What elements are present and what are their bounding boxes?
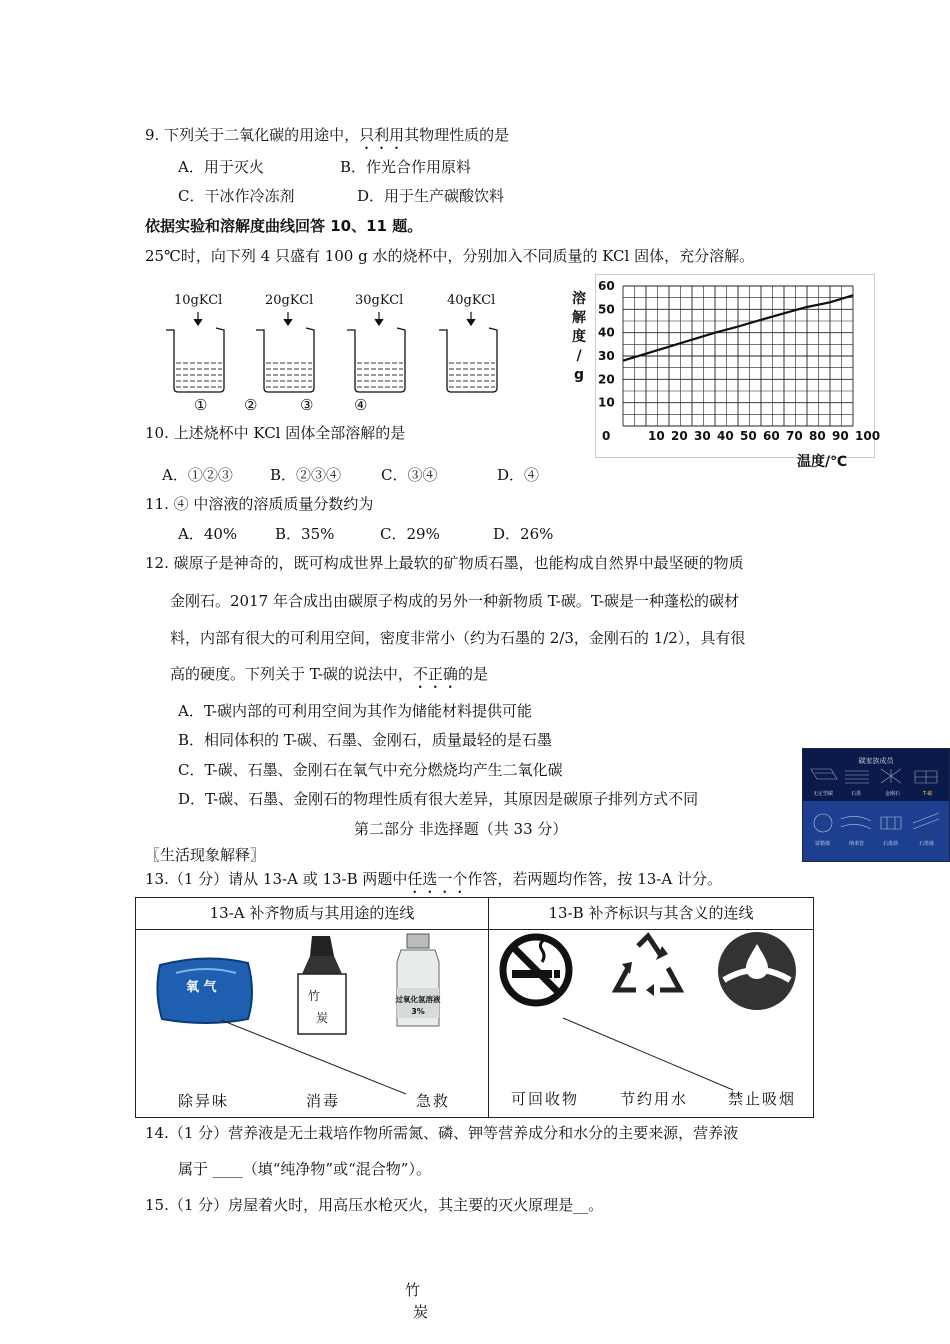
experiment-text: 25℃时，向下列 4 只盛有 100 g 水的烧杯中，分别加入不同质量的 KCl 固体，充分溶解。 xyxy=(145,247,755,265)
q14-line-2: 属于 ____（填“纯净物”或“混合物”）。 xyxy=(178,1160,431,1178)
beakers-drawing xyxy=(160,288,520,418)
beaker-2-num: ② xyxy=(244,396,258,414)
carbon-label-5: 富勒烯 xyxy=(815,841,831,847)
carbon-label-4: T-碳 xyxy=(923,791,933,797)
q12-option-b: B．相同体积的 T-碳、石墨、金刚石，质量最轻的是石墨 xyxy=(178,731,552,749)
x-tick-label: 50 xyxy=(740,429,757,443)
peroxide-percent: 3% xyxy=(411,1007,425,1016)
beaker-4-num: ④ xyxy=(354,396,368,414)
x-tick-label: 100 xyxy=(855,429,881,443)
carbon-label-3: 金刚石 xyxy=(885,791,901,797)
q13b-header: 13-B 补齐标识与其含义的连线 xyxy=(489,898,813,930)
x-tick-label: 60 xyxy=(763,429,780,443)
q13a-header: 13-A 补齐物质与其用途的连线 xyxy=(136,898,488,930)
carbon-label-7: 石墨炔 xyxy=(883,841,899,847)
x-tick-label: 20 xyxy=(671,429,688,443)
x-tick-label: 80 xyxy=(809,429,826,443)
q9-option-b: B．作光合作用原料 xyxy=(340,158,472,176)
q10-option-c: C．③④ xyxy=(381,466,438,484)
oxygen-bag-label: 氧 气 xyxy=(186,980,217,995)
use-disinfect: 消毒 xyxy=(306,1092,341,1110)
beaker-1-num: ① xyxy=(194,396,208,414)
y-tick-label: 20 xyxy=(598,372,615,387)
q13-emphasis: 任选一个 xyxy=(407,870,468,888)
carbon-label-8: 石墨烯 xyxy=(919,841,935,847)
x-tick-label: 90 xyxy=(832,429,849,443)
meaning-save-water: 节约用水 xyxy=(620,1090,689,1108)
intro-10-11: 依据实验和溶解度曲线回答 10、11 题。 xyxy=(145,217,423,235)
solubility-chart xyxy=(596,276,881,454)
q11-option-c: C．29% xyxy=(380,525,440,543)
x-tick-label: 70 xyxy=(786,429,803,443)
carbon-family-image xyxy=(802,748,950,862)
footer-char-1: 竹 xyxy=(405,1281,421,1299)
chart-ylabel: 溶 解 度 / g xyxy=(572,291,586,383)
y-tick-label: 10 xyxy=(598,395,615,410)
y-tick-label: 40 xyxy=(598,325,615,340)
y-tick-label: 50 xyxy=(598,302,615,317)
q12-line-2: 金刚石。2017 年合成出由碳原子构成的另外一种新物质 T-碳。T-碳是一种蓬松的碳材 xyxy=(170,592,739,610)
q11-option-a: A．40% xyxy=(178,525,238,543)
carbon-label-2: 石墨 xyxy=(851,791,862,797)
q13a-connecting-line xyxy=(136,898,488,1118)
q9-option-c: C．干冰作冷冻剂 xyxy=(178,187,295,205)
peroxide-label: 过氧化氢溶液 xyxy=(395,995,441,1004)
carbon-label-6: 纳米管 xyxy=(849,841,865,847)
footer-char-2: 炭 xyxy=(413,1303,429,1321)
q12-option-c: C．T-碳、石墨、金刚石在氧气中充分燃烧均产生二氧化碳 xyxy=(178,761,563,779)
q12-line-1: 12. 碳原子是神奇的，既可构成世界上最软的矿物质石墨，也能构成自然界中最坚硬的物质 xyxy=(145,554,744,572)
q15-stem: 15.（1 分）房屋着火时，用高压水枪灭火，其主要的灭火原理是__。 xyxy=(145,1196,604,1214)
q13-stem: 13.（1 分）请从 13-A 或 13-B 两题中任选一个作答，若两题均作答，按 13-A 计分。 xyxy=(145,870,722,888)
charcoal-label-2: 炭 xyxy=(316,1011,329,1025)
carbon-label-1: 无定型碳 xyxy=(813,791,834,797)
meaning-recyclable: 可回收物 xyxy=(511,1090,580,1108)
q12-option-a: A．T-碳内部的可利用空间为其作为储能材料提供可能 xyxy=(178,702,532,720)
q12-line-4: 高的硬度。下列关于 T-碳的说法中，不正确的是 xyxy=(170,665,488,683)
q13-table xyxy=(135,897,814,1118)
q10-option-d: D．④ xyxy=(497,466,540,484)
beaker-4-label: 40gKCl xyxy=(447,293,496,308)
carbon-family-drawing xyxy=(803,749,949,861)
chart-xlabel: 温度/℃ xyxy=(797,454,848,470)
q12-option-d: D．T-碳、石墨、金刚石的物理性质有很大差异，其原因是碳原子排列方式不同 xyxy=(178,790,699,808)
q10-option-a: A．①②③ xyxy=(162,466,233,484)
q10-stem: 10. 上述烧杯中 KCl 固体全部溶解的是 xyxy=(145,424,406,442)
beaker-2-label: 20gKCl xyxy=(265,293,314,308)
beaker-3-num: ③ xyxy=(300,396,314,414)
q9-stem: 9. 下列关于二氧化碳的用途中，只利用其物理性质的是 xyxy=(145,126,510,144)
use-first-aid: 急救 xyxy=(416,1092,451,1110)
meaning-no-smoking: 禁止吸烟 xyxy=(728,1090,797,1108)
carbon-image-title: 碳家族成员 xyxy=(858,757,894,765)
q9-option-d: D．用于生产碳酸饮料 xyxy=(357,187,505,205)
use-deodorize: 除异味 xyxy=(178,1092,230,1110)
part2-title: 第二部分 非选择题（共 33 分） xyxy=(354,820,568,838)
beaker-1-label: 10gKCl xyxy=(174,293,223,308)
q9-emphasis: 只利用 xyxy=(359,126,405,144)
q11-option-d: D．26% xyxy=(493,525,554,543)
x-tick-label: 40 xyxy=(717,429,734,443)
q11-stem: 11. ④ 中溶液的溶质质量分数约为 xyxy=(145,495,374,513)
q11-option-b: B．35% xyxy=(275,525,335,543)
q14-line-1: 14.（1 分）营养液是无土栽培作物所需氮、磷、钾等营养成分和水分的主要来源，营养液 xyxy=(145,1124,739,1142)
q13b-connecting-line xyxy=(489,898,813,1118)
beaker-3-label: 30gKCl xyxy=(355,293,404,308)
q9-option-a: A．用于灭火 xyxy=(178,158,264,176)
section-life-title: 〖生活现象解释〗 xyxy=(145,846,266,864)
y-tick-label: 30 xyxy=(598,349,615,363)
x-tick-label: 30 xyxy=(694,429,711,443)
beakers-figure xyxy=(160,288,520,418)
q12-emphasis: 不正确 xyxy=(412,665,458,683)
q12-line-3: 料，内部有很大的可利用空间，密度非常小（约为石墨的 2/3，金刚石的 1/2），具有很 xyxy=(170,629,746,647)
y-tick-label: 60 xyxy=(598,279,615,293)
q10-option-b: B．②③④ xyxy=(270,466,342,484)
x-tick-label: 0 xyxy=(602,429,611,443)
x-tick-label: 10 xyxy=(648,429,665,443)
charcoal-label-1: 竹 xyxy=(308,989,321,1003)
